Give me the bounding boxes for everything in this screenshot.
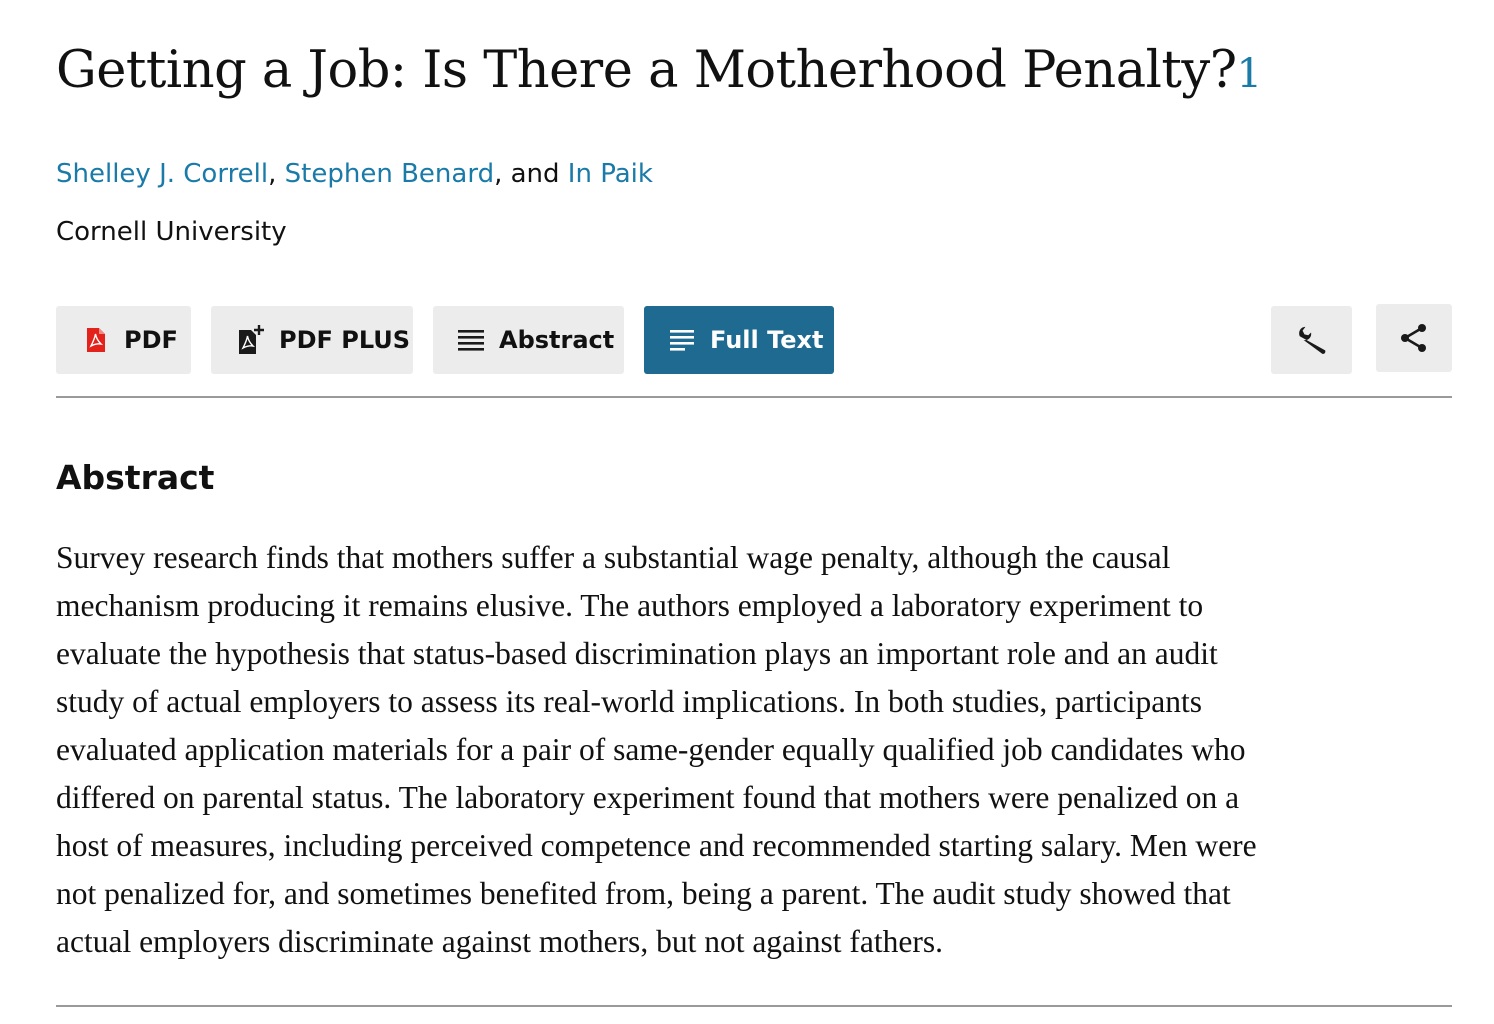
abstract-body: [56, 534, 1452, 966]
header-divider: [56, 396, 1452, 398]
pdf-button[interactable]: [56, 306, 191, 374]
abstract-line: not penalized for, and sometimes benefited from, being a parent. The audit study showed that: [56, 876, 1231, 911]
author-list: [56, 152, 653, 196]
author-link-correll[interactable]: Shelley J. Correll: [56, 159, 269, 189]
full-text-button-label: Full Text: [710, 326, 824, 354]
affiliation: Cornell University: [56, 217, 287, 247]
article-toolbar: [56, 306, 1452, 374]
article-title-text: Getting a Job: Is There a Motherhood Penalty?: [56, 41, 1237, 100]
pdf-plus-button-label: PDF PLUS: [279, 326, 411, 354]
author-separator: ,: [268, 159, 285, 189]
pdf-file-icon: [80, 324, 112, 356]
abstract-line: study of actual employers to assess its real-world implications. In both studies, participants: [56, 684, 1203, 719]
tools-button[interactable]: [1271, 306, 1352, 374]
full-text-button[interactable]: [644, 306, 834, 374]
abstract-line: actual employers discriminate against mothers, but not against fathers.: [56, 924, 943, 959]
pdf-plus-button[interactable]: [211, 306, 413, 374]
author-link-benard[interactable]: Stephen Benard: [284, 159, 495, 189]
share-button[interactable]: [1376, 304, 1452, 372]
pdf-button-label: PDF: [124, 326, 178, 354]
abstract-line: Survey research finds that mothers suffer a substantial wage penalty, although the causal: [56, 540, 1171, 575]
abstract-line: differed on parental status. The laboratory experiment found that mothers were penalized on a: [56, 780, 1240, 815]
abstract-button-label: Abstract: [499, 326, 615, 354]
lines-icon: [455, 324, 487, 356]
author-separator: , and: [494, 159, 568, 189]
abstract-button[interactable]: [433, 306, 624, 374]
footnote-link[interactable]: 1: [1236, 51, 1262, 97]
abstract-heading: Abstract: [56, 458, 215, 497]
abstract-line: mechanism producing it remains elusive. The authors employed a laboratory experiment to: [56, 588, 1204, 623]
share-icon: [1398, 322, 1430, 354]
abstract-line: host of measures, including perceived competence and recommended starting salary. Men were: [56, 828, 1257, 863]
pdf-plus-icon: [235, 324, 267, 356]
wrench-icon: [1296, 324, 1328, 356]
abstract-line: evaluated application materials for a pair of same-gender equally qualified job candidates who: [56, 732, 1246, 767]
full-text-icon: [666, 324, 698, 356]
author-link-paik[interactable]: In Paik: [567, 159, 653, 189]
abstract-line: evaluate the hypothesis that status-based discrimination plays an important role and an audit: [56, 636, 1218, 671]
article-title: [56, 36, 1262, 109]
section-divider: [56, 1005, 1452, 1007]
